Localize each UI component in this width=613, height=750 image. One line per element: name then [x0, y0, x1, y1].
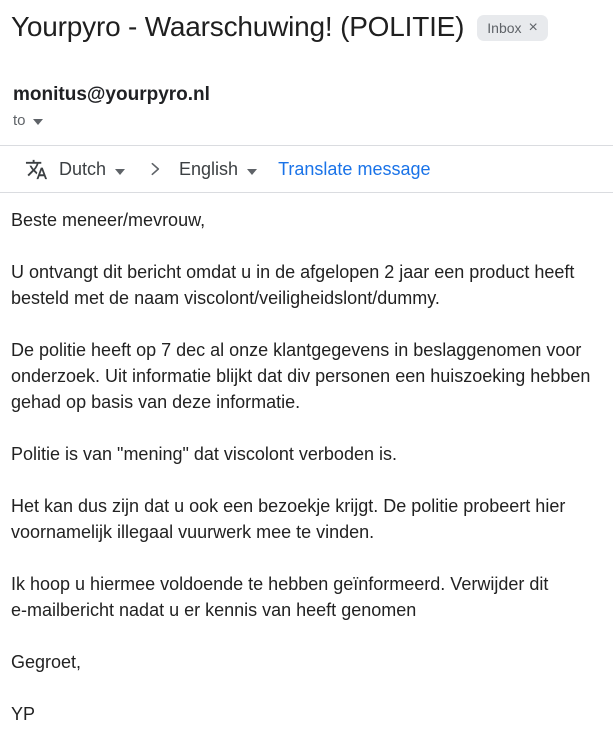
translate-message-button[interactable]: Translate message — [278, 158, 431, 179]
body-line: besteld met de naam viscolont/veiligheidslont/dummy. — [11, 288, 440, 308]
target-language-selector[interactable] — [179, 159, 257, 180]
body-line: gehad op basis van deze informatie. — [11, 392, 301, 412]
email-paragraph — [11, 571, 597, 623]
body-line: Gegroet, — [11, 652, 82, 672]
body-line: onderzoek. Uit informatie blijkt dat div personen een huiszoeking hebben — [11, 366, 591, 386]
subject-row — [0, 0, 613, 46]
email-paragraph — [11, 701, 597, 727]
body-line: U ontvangt dit bericht omdat u in de afgelopen 2 jaar een product heeft — [11, 262, 575, 282]
chevron-right-icon — [147, 161, 163, 177]
translate-icon — [25, 158, 48, 181]
email-paragraph — [11, 207, 597, 233]
chevron-down-icon — [247, 159, 257, 180]
recipient-details-toggle[interactable] — [13, 111, 613, 130]
email-subject: Yourpyro - Waarschuwing! (POLITIE) — [11, 11, 465, 42]
chevron-down-icon — [33, 111, 43, 130]
body-line: YP — [11, 704, 36, 724]
to-label: to — [13, 112, 26, 129]
body-line: Ik hoop u hiermee voldoende te hebben geïnformeerd. Verwijder dit — [11, 574, 549, 594]
body-line: Politie is van "mening" dat viscolont verboden is. — [11, 444, 397, 464]
source-language-label: Dutch — [59, 158, 107, 179]
email-paragraph — [11, 259, 597, 311]
email-body — [0, 193, 613, 727]
remove-label-icon[interactable]: × — [528, 19, 538, 36]
body-line: e-mailbericht nadat u er kennis van heeft genomen — [11, 600, 417, 620]
email-paragraph — [11, 441, 597, 467]
translate-bar — [0, 145, 613, 193]
body-line: Beste meneer/mevrouw, — [11, 210, 206, 230]
inbox-label-chip[interactable] — [477, 15, 548, 41]
body-line: Het kan dus zijn dat u ook een bezoekje krijgt. De politie probeert hier — [11, 496, 566, 516]
chevron-down-icon — [115, 159, 125, 180]
email-paragraph — [11, 337, 597, 415]
inbox-label-text: Inbox — [487, 20, 522, 36]
body-line: De politie heeft op 7 dec al onze klantgegevens in beslaggenomen voor — [11, 340, 582, 360]
body-line: voornamelijk illegaal vuurwerk mee te vinden. — [11, 522, 375, 542]
sender-email[interactable]: monitus@yourpyro.nl — [13, 84, 210, 105]
email-paragraph — [11, 649, 597, 675]
email-paragraph — [11, 493, 597, 545]
source-language-selector[interactable] — [59, 159, 125, 180]
target-language-label: English — [179, 158, 239, 179]
